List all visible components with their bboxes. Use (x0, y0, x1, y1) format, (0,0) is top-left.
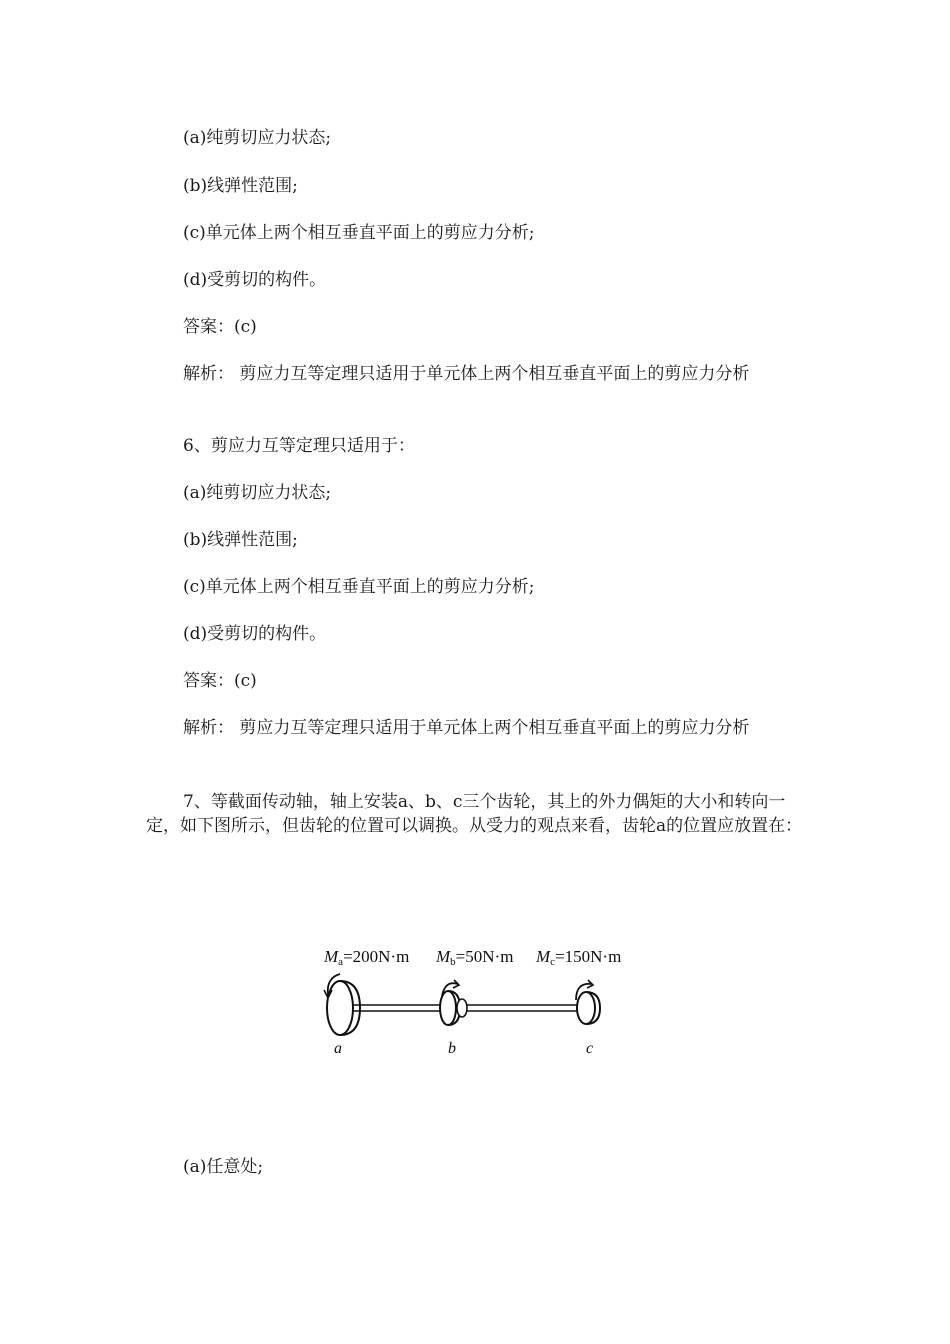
option-c: (c)单元体上两个相互垂直平面上的剪应力分析; (183, 223, 535, 243)
q6-option-c: (c)单元体上两个相互垂直平面上的剪应力分析; (183, 577, 535, 597)
gear-a-letter: a (334, 1040, 342, 1057)
gear-b-letter: b (448, 1040, 456, 1057)
answer: 答案：(c) (183, 317, 257, 337)
gear-b (440, 980, 467, 1025)
analysis: 解析： 剪应力互等定理只适用于单元体上两个相互垂直平面上的剪应力分析 (183, 364, 750, 384)
q6-answer: 答案：(c) (183, 671, 257, 691)
q6-option-b: (b)线弹性范围; (183, 530, 298, 550)
moment-a-label: Ma=200N·m (324, 947, 410, 968)
option-d: (d)受剪切的构件。 (183, 270, 327, 290)
moment-c-label: Mc=150N·m (536, 947, 622, 968)
q7-option-a: (a)任意处; (183, 1157, 264, 1177)
gear-c-letter: c (586, 1040, 594, 1057)
gear-c (576, 980, 600, 1024)
moment-b-label: Mb=50N·m (436, 947, 514, 968)
q6-analysis: 解析： 剪应力互等定理只适用于单元体上两个相互垂直平面上的剪应力分析 (183, 718, 750, 738)
option-a: (a)纯剪切应力状态; (183, 128, 332, 148)
question-6: 6、剪应力互等定理只适用于： (183, 436, 415, 456)
q6-option-a: (a)纯剪切应力状态; (183, 483, 332, 503)
q6-option-d: (d)受剪切的构件。 (183, 624, 327, 644)
option-b: (b)线弹性范围; (183, 176, 298, 196)
question-7: 7、等截面传动轴，轴上安装a、b、c三个齿轮，其上的外力偶矩的大小和转向一定，如下图所示，但齿轮的位置可以调换。从受力的观点来看，齿轮a的位置应放置在： (146, 792, 803, 836)
shaft-gear-diagram (310, 940, 650, 1060)
